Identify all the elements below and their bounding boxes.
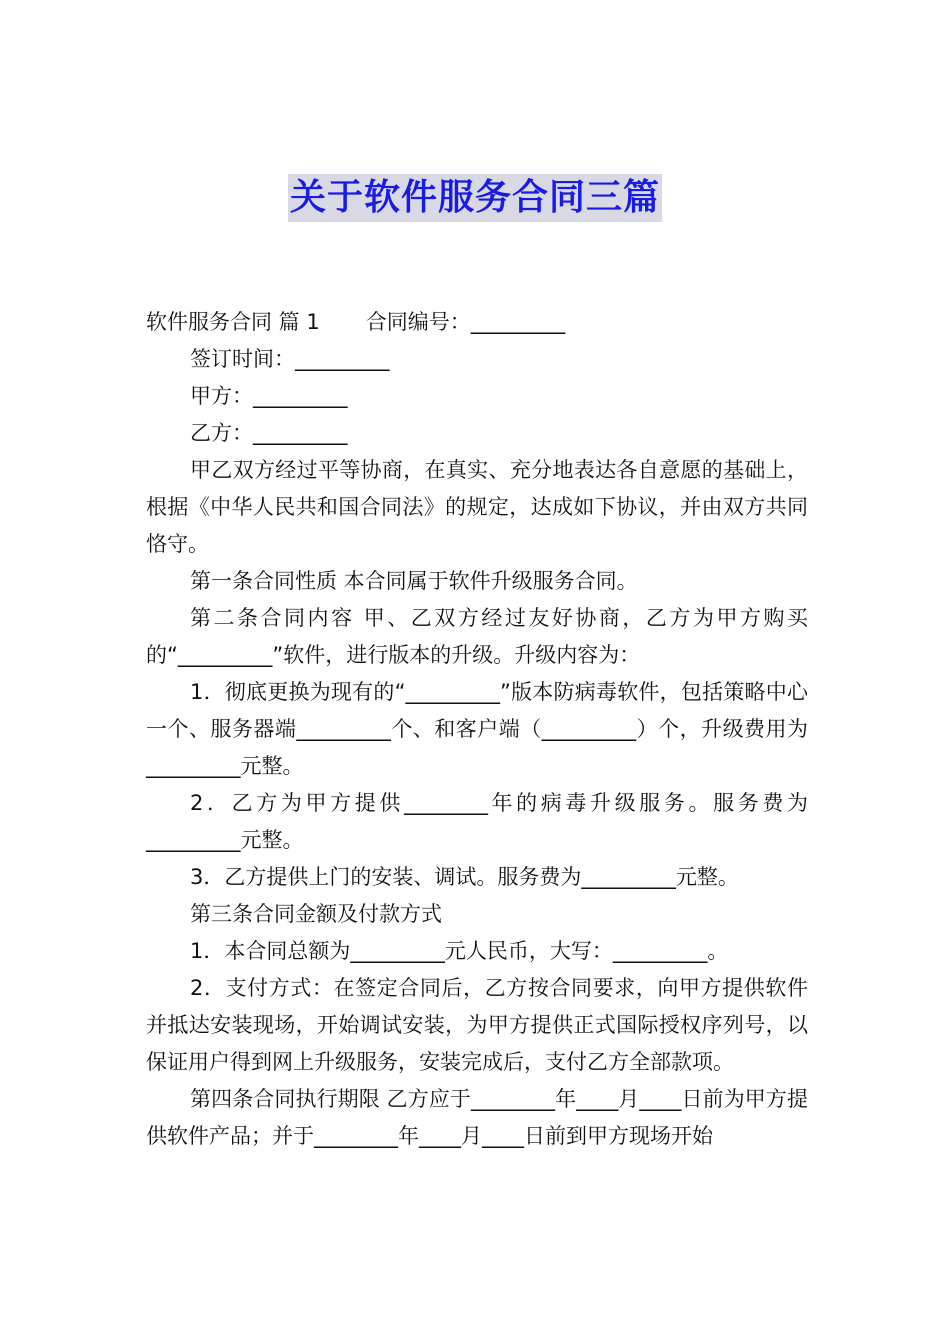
document-title: 关于软件服务合同三篇 <box>288 174 662 222</box>
article-4: 第四条合同执行期限 乙方应于________年____月____日前为甲方提供软件产品；并于________年____月____日前到甲方现场开始 <box>146 1087 808 1148</box>
article-1: 第一条合同性质 本合同属于软件升级服务合同。 <box>190 569 638 593</box>
article-2-item-1: 1．彻底更换为现有的“_________”版本防病毒软件，包括策略中心一个、服务器端_________个、和客户端（_________）个，升级费用为_________元整。 <box>146 680 808 778</box>
article-2-item-2: 2．乙方为甲方提供________年的病毒升级服务。服务费为_________元整。 <box>146 791 808 852</box>
article-2: 第二条合同内容 甲、乙双方经过友好协商，乙方为甲方购买的“_________”软件，进行版本的升级。升级内容为： <box>146 606 808 667</box>
article-3-item-2: 2．支付方式：在签定合同后，乙方按合同要求，向甲方提供软件并抵达安装现场，开始调试安装，为甲方提供正式国际授权序列号，以保证用户得到网上升级服务，安装完成后，支付乙方全部款项。 <box>146 976 808 1074</box>
sign-time-field: 签订时间：_________ <box>190 347 390 371</box>
paragraph-preamble: 甲乙双方经过平等协商，在真实、充分地表达各自意愿的基础上，根据《中华人民共和国合同法》的规定，达成如下协议，并由双方共同恪守。 <box>146 458 808 556</box>
document-body <box>146 304 808 1155</box>
article-2-item-3: 3．乙方提供上门的安装、调试。服务费为_________元整。 <box>190 865 739 889</box>
party-a-field: 甲方：_________ <box>190 384 348 408</box>
section-heading: 软件服务合同 篇 1 <box>146 310 320 334</box>
party-b-field: 乙方：_________ <box>190 421 348 445</box>
article-3-item-1: 1．本合同总额为_________元人民币，大写：_________。 <box>190 939 729 963</box>
contract-number: 合同编号：_________ <box>365 310 566 334</box>
header-line <box>146 304 808 341</box>
title-block <box>0 174 950 222</box>
article-3: 第三条合同金额及付款方式 <box>190 902 442 926</box>
